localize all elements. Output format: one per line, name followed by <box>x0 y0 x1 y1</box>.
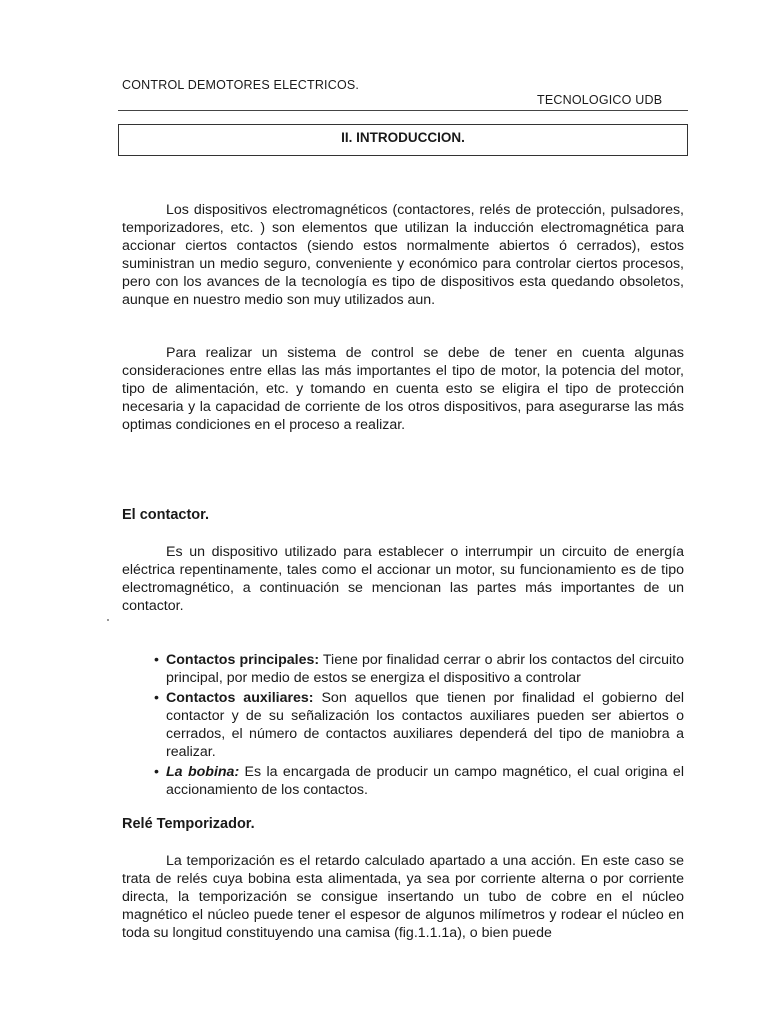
list-item <box>156 689 684 761</box>
header-rule <box>118 110 688 111</box>
header-left-title: CONTROL DEMOTORES ELECTRICOS. <box>122 78 360 92</box>
list-item-term: La bobina: <box>166 764 240 780</box>
list-item-term: Contactos principales: <box>166 652 320 668</box>
section-title: II. INTRODUCCION. <box>341 130 465 145</box>
rele-paragraph <box>122 852 684 942</box>
intro-paragraph-2-text: Para realizar un sistema de control se debe de tener en cuenta algunas consideraciones entre ellas las más importantes el tipo de motor, la potencia del motor, tipo de alimentación, etc. y tomando en cuenta esto se eligira el tipo de protección necesaria y la capacidad de corriente de los otros dispositivos, para asegurarse las más optimas condiciones en el proceso a realizar. <box>122 345 684 433</box>
intro-paragraph-2 <box>122 344 684 434</box>
list-item <box>156 651 684 687</box>
list-item-text: Es la encargada de producir un campo magnético, el cual origina el accionamiento de los contactos. <box>166 764 684 798</box>
list-item-text: Son aquellos que tienen por finalidad el gobierno del contactor y de su señalización los contactos auxiliares pueden ser abiertos o cerrados, el número de contactos auxiliares dependerá del tipo de maniobra a realizar. <box>166 690 685 760</box>
contactor-paragraph-text: Es un dispositivo utilizado para establecer o interrumpir un circuito de energía eléctrica repentinamente, tales como el accionar un motor, su funcionamiento es de tipo electromagnético, a continuación se mencionan las partes más importantes de un contactor. <box>122 544 684 614</box>
contactor-heading: El contactor. <box>122 507 210 523</box>
contactor-parts-list <box>156 651 684 801</box>
list-item-term: Contactos auxiliares: <box>166 690 314 706</box>
list-item-text: Tiene por finalidad cerrar o abrir los contactos del circuito principal, por medio de estos se energiza el dispositivo a controlar <box>166 652 684 686</box>
bullet-glyph: • <box>154 690 159 706</box>
bullet-glyph: • <box>154 764 159 780</box>
rele-heading: Relé Temporizador. <box>122 816 255 832</box>
bullet-glyph: • <box>154 652 159 668</box>
rele-paragraph-text: La temporización es el retardo calculado apartado a una acción. En este caso se trata de relés cuya bobina esta alimentada, ya sea por corriente alterna o por corriente directa, la temporización se consigue insertando un tubo de cobre en el núcleo magnético el núcleo puede tener el espesor de algunos milímetros y rodear el núcleo en toda su longitud constituyendo una camisa (fig.1.1.1a), o bien puede <box>122 853 684 941</box>
scan-speck <box>107 619 109 621</box>
intro-paragraph-1 <box>122 201 684 309</box>
intro-paragraph-1-text: Los dispositivos electromagnéticos (contactores, relés de protección, pulsadores, temporizadores, etc. ) son elementos que utilizan la inducción electromagnética para accionar ciertos contactos (siendo estos normalmente abiertos ó cerrados), estos suministran un medio seguro, conveniente y económico para controlar ciertos procesos, pero con los avances de la tecnología es tipo de dispositivos esta quedando obsoletos, aunque en nuestro medio son muy utilizados aun. <box>122 202 684 308</box>
list-item <box>156 763 684 799</box>
header-right-title: TECNOLOGICO UDB <box>537 93 663 107</box>
contactor-paragraph <box>122 543 684 615</box>
section-title-box <box>118 124 688 156</box>
